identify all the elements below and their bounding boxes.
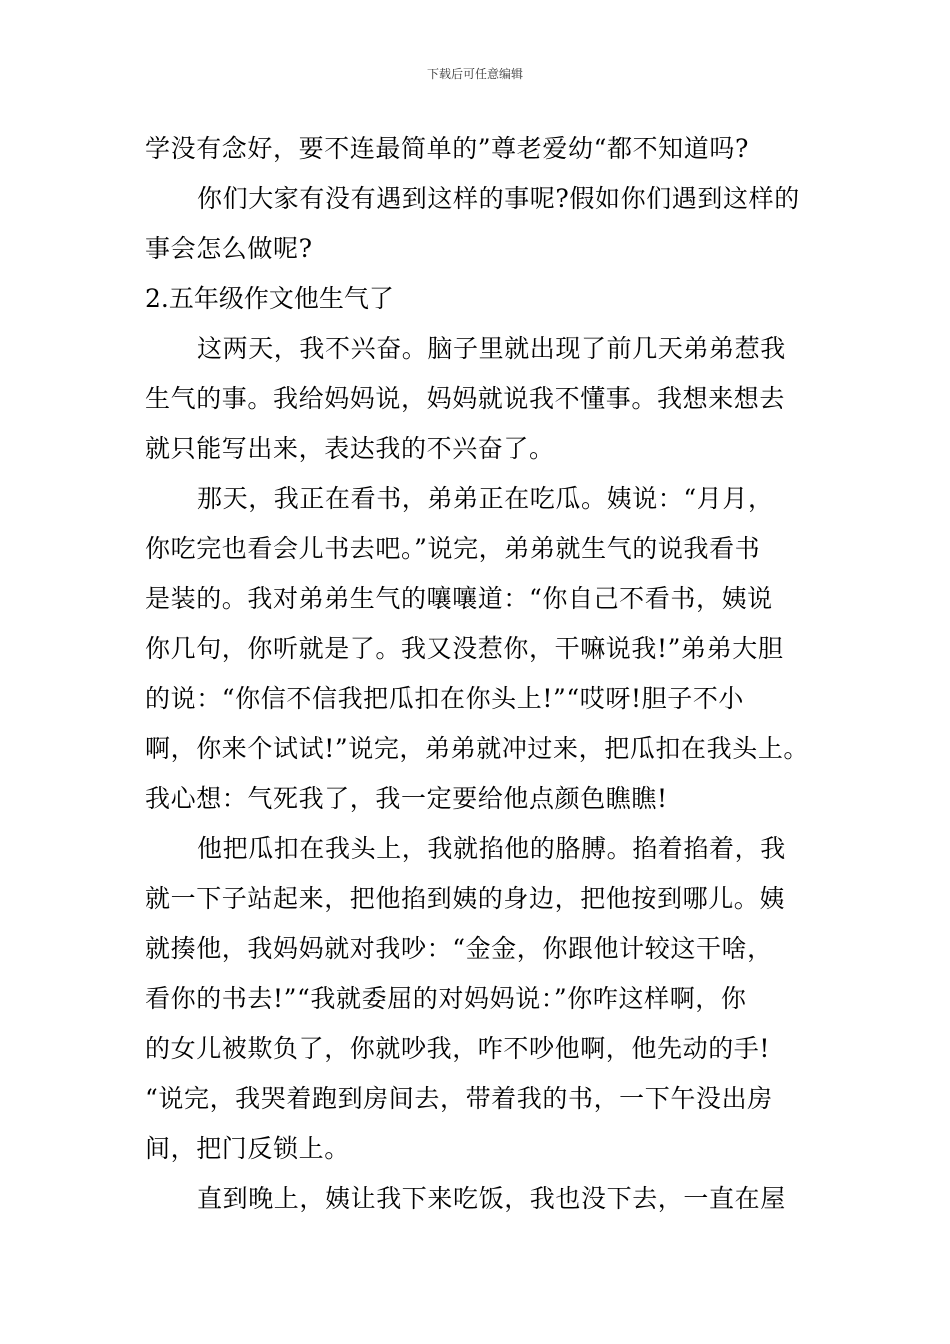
text-line: 啊，你来个试试!”说完，弟弟就冲过来，把瓜扣在我头上。 bbox=[145, 734, 810, 763]
page-header: 下载后可任意编辑 bbox=[426, 67, 523, 81]
paragraph-start: 他把瓜扣在我头上，我就掐他的胳膊。掐着掐着，我 bbox=[197, 834, 786, 863]
document-body bbox=[145, 124, 835, 1224]
text-line: 你几句，你听就是了。我又没惹你，干嘛说我!”弟弟大胆 bbox=[145, 634, 784, 663]
text-line: 你吃完也看会儿书去吧。”说完，弟弟就生气的说我看书 bbox=[145, 534, 761, 563]
text-line: 我心想：气死我了，我一定要给他点颜色瞧瞧! bbox=[145, 784, 668, 813]
paragraph-start: 这两天，我不兴奋。脑子里就出现了前几天弟弟惹我 bbox=[197, 334, 786, 363]
section-heading: 2.五年级作文他生气了 bbox=[145, 284, 394, 313]
text-line: 间，把门反锁上。 bbox=[145, 1134, 350, 1163]
text-line: 的说：“你信不信我把瓜扣在你头上!”“哎呀!胆子不小 bbox=[145, 684, 745, 713]
text-line: 就只能写出来，表达我的不兴奋了。 bbox=[145, 434, 555, 463]
text-line: 就揍他，我妈妈就对我吵：“金金，你跟他计较这干啥， bbox=[145, 934, 773, 963]
text-line: 学没有念好，要不连最简单的”尊老爱幼“都不知道吗? bbox=[145, 134, 749, 163]
text-line: 生气的事。我给妈妈说，妈妈就说我不懂事。我想来想去 bbox=[145, 384, 786, 413]
paragraph-start: 直到晚上，姨让我下来吃饭，我也没下去，一直在屋 bbox=[197, 1184, 786, 1213]
text-line: 事会怎么做呢? bbox=[145, 234, 313, 263]
text-line: “说完，我哭着跑到房间去，带着我的书，一下午没出房 bbox=[145, 1084, 773, 1113]
paragraph-start: 那天，我正在看书，弟弟正在吃瓜。姨说：“月月， bbox=[197, 484, 774, 513]
text-line: 看你的书去!”“我就委屈的对妈妈说：”你咋这样啊，你 bbox=[145, 984, 747, 1013]
text-line: 是装的。我对弟弟生气的嚷嚷道：“你自己不看书，姨说 bbox=[145, 584, 773, 613]
text-line: 的女儿被欺负了，你就吵我，咋不吵他啊，他先动的手! bbox=[145, 1034, 771, 1063]
text-line: 就一下子站起来，把他掐到姨的身边，把他按到哪儿。姨 bbox=[145, 884, 786, 913]
paragraph-start: 你们大家有没有遇到这样的事呢?假如你们遇到这样的 bbox=[197, 184, 800, 213]
